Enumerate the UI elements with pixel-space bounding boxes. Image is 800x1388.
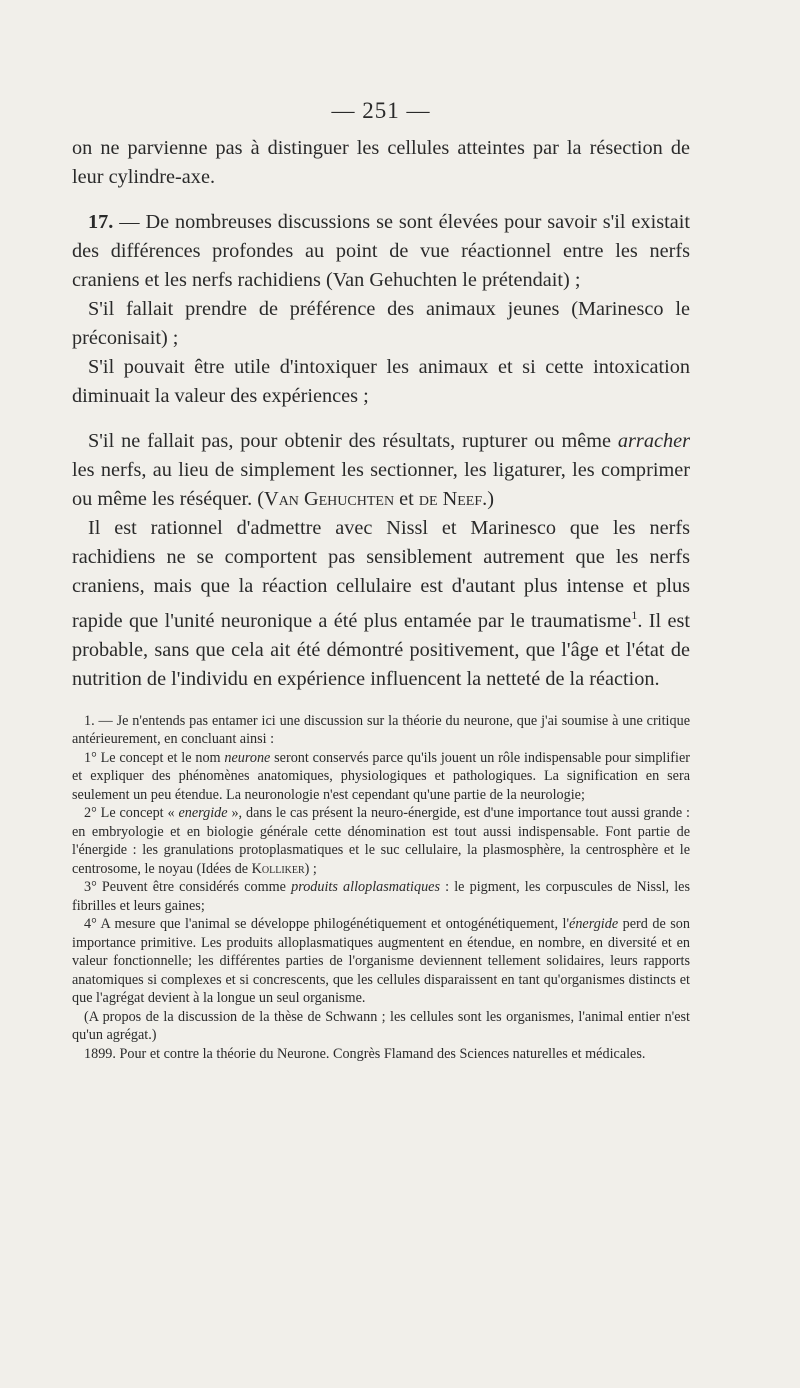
footnotes xyxy=(72,712,690,1064)
paragraph-4: S'il pouvait être utile d'intoxiquer les animaux et si cette intoxication diminuait la valeur des expériences ; xyxy=(72,356,690,407)
paragraph-2-text: — De nombreuses discussions se sont élevées pour savoir s'il existait des différences profondes au point de vue réactionnel entre les nerfs craniens et les nerfs rachidiens (Van Gehuchten le prétendait) ; xyxy=(72,211,690,291)
paragraph-6 xyxy=(72,514,690,694)
footnote-item-4 xyxy=(72,915,690,1008)
footnote-item-2-c: ) ; xyxy=(304,860,317,877)
footnote-item-2-b: », dans le cas présent la neuro-énergide, est d'une importance tout aussi grande : en embryologie et en biologie générale cette dénomination est tout aussi indispensable. Font partie de l'énergide : les granulations protoplasmatiques et le suc cellulaire, la plasmosphère, la centrosphère et le centrosome, le noyau (Idées de xyxy=(72,805,690,877)
footnote-1: 1. — Je n'entends pas entamer ici une discussion sur la théorie du neurone, que j'ai soumise à une critique antérieurement, en concluant ainsi : xyxy=(72,712,690,748)
footnote-item-2-a: 2° Le concept « xyxy=(84,805,179,822)
emphasis-neurone: neurone xyxy=(224,749,271,766)
section-number: 17. xyxy=(88,211,114,233)
paragraph-5-text-d: .) xyxy=(482,488,494,510)
paragraph-5-text-c: et xyxy=(394,488,419,510)
footnote-item-1-b: seront conservés parce qu'ils jouent un rôle indispensable pour simplifier et expliquer des phénomènes anatomiques, physiologiques et pathologiques. La signification en sera seulement un peu étendue. La neuronologie n'est cependant qu'une partie de la neurologie; xyxy=(72,749,690,803)
author-de-neef: de Neef xyxy=(418,488,483,510)
body-text xyxy=(72,134,690,694)
paragraph-5 xyxy=(72,427,690,514)
author-kolliker: Kolliker xyxy=(251,860,305,877)
emphasis-energide-2: énergide xyxy=(569,916,619,933)
paragraph-6-text-b: . Il est probable, sans que cela ait été démontré positivement, que l'âge et l'état de nutrition de l'individu en expérience influencent la netteté de la réaction. xyxy=(72,609,690,690)
footnote-reference: 1899. Pour et contre la théorie du Neurone. Congrès Flamand des Sciences naturelles et médicales. xyxy=(84,1045,646,1062)
footnote-item-3-b: : le pigment, les corpuscules de Nissl, les fibrilles et leurs gaines; xyxy=(72,879,690,914)
footnote-item-4-a: 4° A mesure que l'animal se développe philogénétiquement et ontogénétiquement, l' xyxy=(84,916,570,933)
paragraph-5-text-a: S'il ne fallait pas, pour obtenir des résultats, rupturer ou même xyxy=(88,430,618,452)
footnote-item-3 xyxy=(72,878,690,915)
footnote-item-4-b: perd de son importance primitive. Les produits alloplasmatiques augmentent en étendue, en nombre, en diversité et en valeur fonctionnelle; les différentes parties de l'organisme deviennent tellement solidaires, leurs rapports anatomiques si complexes et si concrescents, que les cellules disparaissent en tant qu'organismes distincts et que l'agrégat devient à la longue un seul organisme. xyxy=(72,916,690,1007)
paragraph-1: on ne parvienne pas à distinguer les cellules atteintes par la résection de leur cylindre-axe. xyxy=(72,137,690,188)
footnote-item-1-a: 1° Le concept et le nom xyxy=(84,749,225,766)
page-number: — 251 — xyxy=(331,98,431,123)
paragraph-5-text-b: les nerfs, au lieu de simplement les sectionner, les ligaturer, les comprimer ou même les réséquer. ( xyxy=(72,459,690,510)
emphasis-produits: produits alloplasmatiques xyxy=(291,879,440,896)
emphasis-arracher: arracher xyxy=(617,430,690,452)
footnote-marker[interactable]: 1 xyxy=(631,608,638,622)
author-van-gehuchten: Van Gehuchten xyxy=(264,488,395,510)
footnote-item-3-a: 3° Peuvent être considérés comme xyxy=(84,879,292,896)
paragraph-6-text-a: Il est rationnel d'admettre avec Nissl et Marinesco que les nerfs rachidiens ne se comportent pas sensiblement autrement que les nerfs craniens, mais que la réaction cellulaire est d'autant plus intense et plus rapide que l'unité neuronique a été plus entamée par le traumatisme xyxy=(72,517,690,632)
emphasis-energide: energide xyxy=(178,805,228,822)
footnote-item-2 xyxy=(72,804,690,878)
paragraph-2 xyxy=(72,208,690,295)
footnote-item-1 xyxy=(72,749,690,805)
paragraph-3: S'il fallait prendre de préférence des animaux jeunes (Marinesco le préconisait) ; xyxy=(72,298,690,349)
footnote-note: (A propos de la discussion de la thèse de Schwann ; les cellules sont les organismes, l'animal entier n'est qu'un agrégat.) xyxy=(72,1008,690,1044)
